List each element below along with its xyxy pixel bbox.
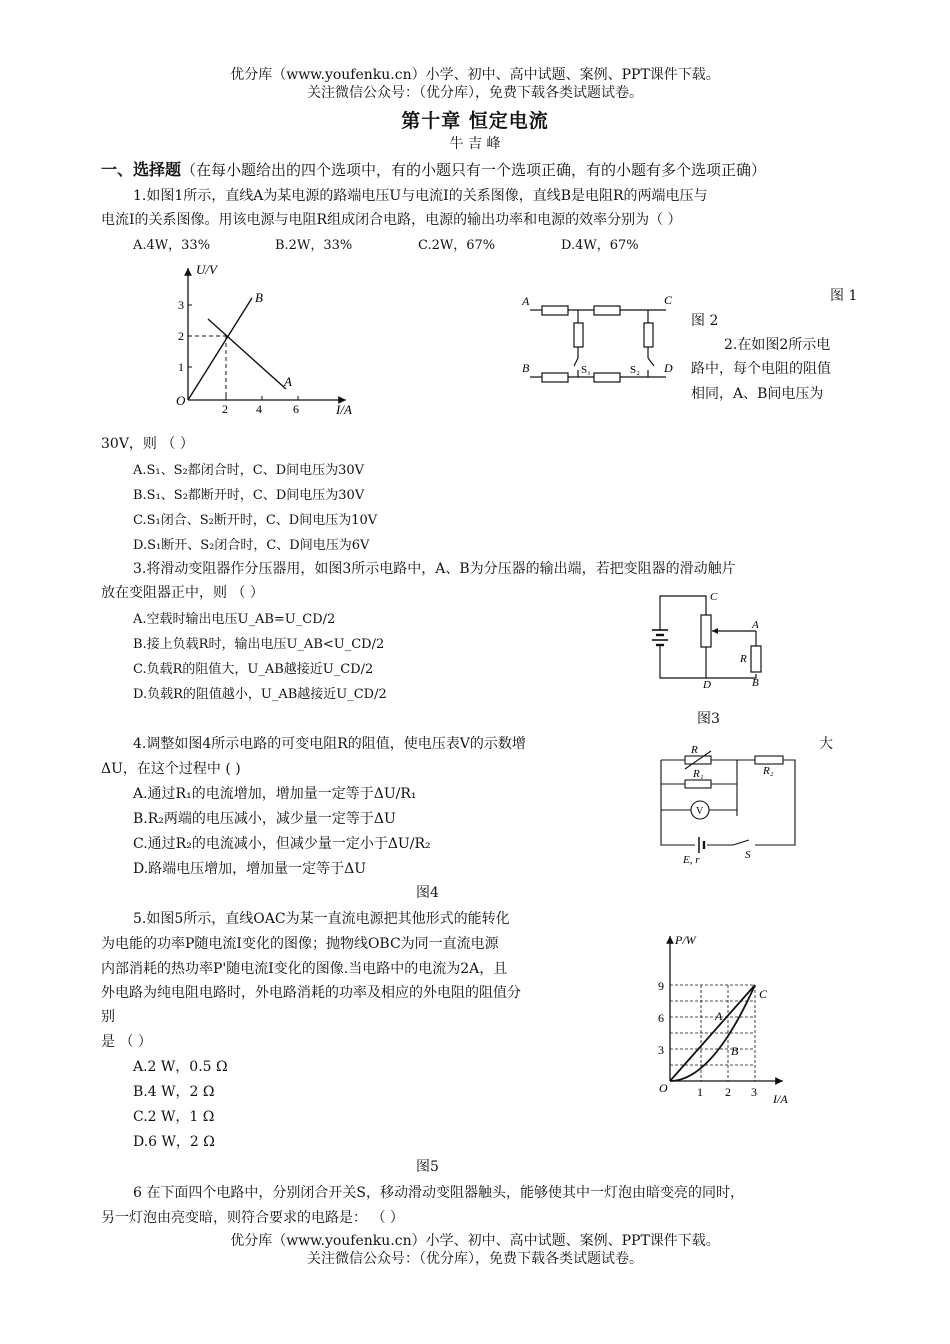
q2-line-4: 30V，则 （ ） <box>101 436 194 452</box>
fig5-label-b: B <box>731 1044 739 1058</box>
fig4-switch-s <box>733 840 749 845</box>
fig2-resistor <box>574 323 583 347</box>
fig2-switch-s1 <box>574 358 578 366</box>
fig3-label-b: B <box>752 677 759 689</box>
fig5-x-label: I/A <box>773 1092 788 1106</box>
q6-line-2: 另一灯泡由亮变暗，则符合要求的电路是： （ ） <box>101 1210 404 1226</box>
fig1-xtick-2: 2 <box>222 402 228 416</box>
fig2-switch-s2 <box>648 358 654 366</box>
q1-option-a: A.4W，33% <box>133 238 211 253</box>
fig2-label-s1: S₁ <box>581 364 591 376</box>
q1-option-d: D.4W，67% <box>561 238 639 253</box>
fig2-resistor <box>542 373 568 382</box>
fig4-resistor-r1 <box>685 780 711 788</box>
fig4-label-s: S <box>745 849 751 861</box>
q4-option-d: D.路端电压增加，增加量一定等于ΔU <box>133 861 367 877</box>
q4-line-1: 4.调整如图4所示电路的可变电阻R的阻值，使电压表V的示数增 <box>133 736 526 752</box>
q3-option-b: B.接上负载R时，输出电压U_AB<U_CD/2 <box>133 637 385 652</box>
author: 牛 吉 峰 <box>449 136 501 152</box>
fig4-label-r: R <box>691 744 698 756</box>
q5-line-2: 为电能的功率P随电流I变化的图像；抛物线OBC为同一直流电源 <box>101 936 499 952</box>
fig4-label-r2: R₂ <box>763 765 774 777</box>
fig3-label-d: D <box>703 679 711 690</box>
q2-option-a: A.S₁、S₂都闭合时，C、D间电压为30V <box>133 463 365 478</box>
fig5-label-c: C <box>759 987 768 1001</box>
fig1-label-b: B <box>255 290 263 305</box>
fig1-line-a <box>208 319 286 389</box>
fig4-resistor-r2 <box>755 756 783 764</box>
q2-line-2: 路中，每个电阻的阻值 <box>691 361 831 377</box>
fig5-y-label: P/W <box>675 933 696 947</box>
fig3-label-c: C <box>710 591 718 603</box>
fig2-resistor <box>644 323 653 347</box>
fig2-label-a: A <box>522 294 530 308</box>
fig1-x-label: I/A <box>336 402 352 417</box>
fig2-label-c: C <box>664 293 673 307</box>
fig4-label-v: V <box>696 806 704 817</box>
header-line-1: 优分库（www.youfenku.cn）小学、初中、高中试题、案例、PPT课件下载。 <box>230 67 720 83</box>
q3-option-a: A.空载时输出电压U_AB=U_CD/2 <box>133 612 336 627</box>
q5-line-4: 外电路为纯电阻电路时，外电路消耗的功率及相应的外电阻的阻值分 <box>101 985 521 1001</box>
fig5-ytick-6: 6 <box>658 1011 664 1025</box>
fig1-y-label: U/V <box>196 262 217 277</box>
fig3-rheostat <box>701 615 711 647</box>
fig2-caption: 图 2 <box>691 313 719 329</box>
header-line-2: 关注微信公众号：（优分库），免费下载各类试题试卷。 <box>307 85 643 101</box>
q4-line-1-tail: 大 <box>819 736 833 752</box>
q5-line-1: 5.如图5所示，直线OAC为某一直流电源把其他形式的能转化 <box>133 911 510 927</box>
fig1-origin: O <box>176 393 186 408</box>
q1-option-b: B.2W，33% <box>275 238 353 253</box>
q5-line-3: 内部消耗的热功率P'随电流I变化的图像.当电路中的电流为2A，且 <box>101 961 508 977</box>
q2-option-d: D.S₁断开、S₂闭合时，C、D间电压为6V <box>133 538 370 553</box>
fig3-load-resistor <box>751 646 761 672</box>
q5-line-5: 别 <box>101 1009 115 1025</box>
figure-5 <box>655 928 795 1112</box>
figure-2 <box>518 288 688 392</box>
q1-line-2: 电流I的关系图像。用该电源与电阻R组成闭合电路，电源的输出功率和电源的效率分别为（ ） <box>101 212 682 228</box>
fig5-xtick-3: 3 <box>751 1085 757 1099</box>
fig1-label-a: A <box>284 374 292 389</box>
fig2-resistor <box>594 306 620 315</box>
fig5-xtick-2: 2 <box>725 1085 731 1099</box>
q4-option-c: C.通过R₂的电流减小，但减少量一定小于ΔU/R₂ <box>133 836 431 852</box>
fig5-origin: O <box>659 1081 668 1095</box>
q4-line-2: ΔU，在这个过程中 ( ) <box>101 761 241 777</box>
fig1-caption: 图 1 <box>830 288 858 304</box>
fig1-xtick-6: 6 <box>293 402 299 416</box>
q3-line-1: 3.将滑动变阻器作分压器用，如图3所示电路中，A、B为分压器的输出端，若把变阻器的滑动触片 <box>133 561 736 577</box>
q4-option-b: B.R₂两端的电压减小，减少量一定等于ΔU <box>133 811 396 827</box>
fig2-label-s2: S₂ <box>630 364 640 376</box>
q2-line-3: 相同，A、B间电压为 <box>691 386 824 402</box>
q5-option-a: A.2 W，0.5 Ω <box>133 1059 228 1075</box>
fig1-xtick-4: 4 <box>256 402 262 416</box>
figure-4 <box>655 740 805 869</box>
page-title: 第十章 恒定电流 <box>401 110 549 132</box>
footer-line-1: 优分库（www.youfenku.cn）小学、初中、高中试题、案例、PPT课件下载。 <box>230 1233 720 1249</box>
fig1-ytick-1: 1 <box>178 360 184 374</box>
q5-option-b: B.4 W，2 Ω <box>133 1084 215 1100</box>
fig5-caption: 图5 <box>416 1159 439 1175</box>
q3-option-d: D.负载R的阻值越小，U_AB越接近U_CD/2 <box>133 687 387 702</box>
fig2-label-b: B <box>522 361 530 375</box>
fig4-label-er: E, r <box>683 854 700 865</box>
fig2-resistor <box>594 373 620 382</box>
q1-option-c: C.2W，67% <box>418 238 496 253</box>
fig5-label-a: A <box>715 1009 723 1023</box>
footer-line-2: 关注微信公众号：（优分库），免费下载各类试题试卷。 <box>307 1251 643 1267</box>
fig3-label-r: R <box>740 653 747 665</box>
fig2-resistor <box>542 306 568 315</box>
fig3-slider-arrow <box>712 628 718 634</box>
q6-line-1: 6 在下面四个电路中，分别闭合开关S，移动滑动变阻器触头，能够使其中一灯泡由暗变亮的同时， <box>133 1185 744 1201</box>
q3-option-c: C.负载R的阻值大，U_AB越接近U_CD/2 <box>133 662 374 677</box>
figure-1 <box>168 262 368 426</box>
fig1-ytick-2: 2 <box>178 329 184 343</box>
section-heading <box>101 157 766 180</box>
fig2-label-d: D <box>664 361 673 375</box>
q2-line-1: 2.在如图2所示电 <box>724 337 831 353</box>
fig4-caption: 图4 <box>416 885 439 901</box>
q5-option-d: D.6 W，2 Ω <box>133 1134 215 1150</box>
fig4-label-r1: R₁ <box>693 768 704 780</box>
fig5-ytick-9: 9 <box>658 979 664 993</box>
fig5-ytick-3: 3 <box>658 1043 664 1057</box>
q2-option-b: B.S₁、S₂都断开时，C、D间电压为30V <box>133 488 365 503</box>
q3-line-2: 放在变阻器正中，则 （ ） <box>101 585 264 601</box>
q5-line-6: 是 （ ） <box>101 1034 152 1050</box>
figure-3 <box>648 590 778 694</box>
q1-line-1: 1.如图1所示，直线A为某电源的路端电压U与电流I的关系图像，直线B是电阻R的两端电压与 <box>133 188 708 204</box>
q5-option-c: C.2 W，1 Ω <box>133 1109 215 1125</box>
section-note: （在每小题给出的四个选项中，有的小题只有一个选项正确，有的小题有多个选项正确） <box>181 161 767 179</box>
q4-option-a: A.通过R₁的电流增加，增加量一定等于ΔU/R₁ <box>133 786 417 802</box>
fig3-caption: 图3 <box>697 711 720 727</box>
q2-option-c: C.S₁闭合、S₂断开时，C、D间电压为10V <box>133 513 378 528</box>
fig3-label-a: A <box>752 619 759 631</box>
fig5-xtick-1: 1 <box>697 1085 703 1099</box>
fig1-ytick-3: 3 <box>178 298 184 312</box>
section-title: 一、选择题 <box>101 160 182 179</box>
